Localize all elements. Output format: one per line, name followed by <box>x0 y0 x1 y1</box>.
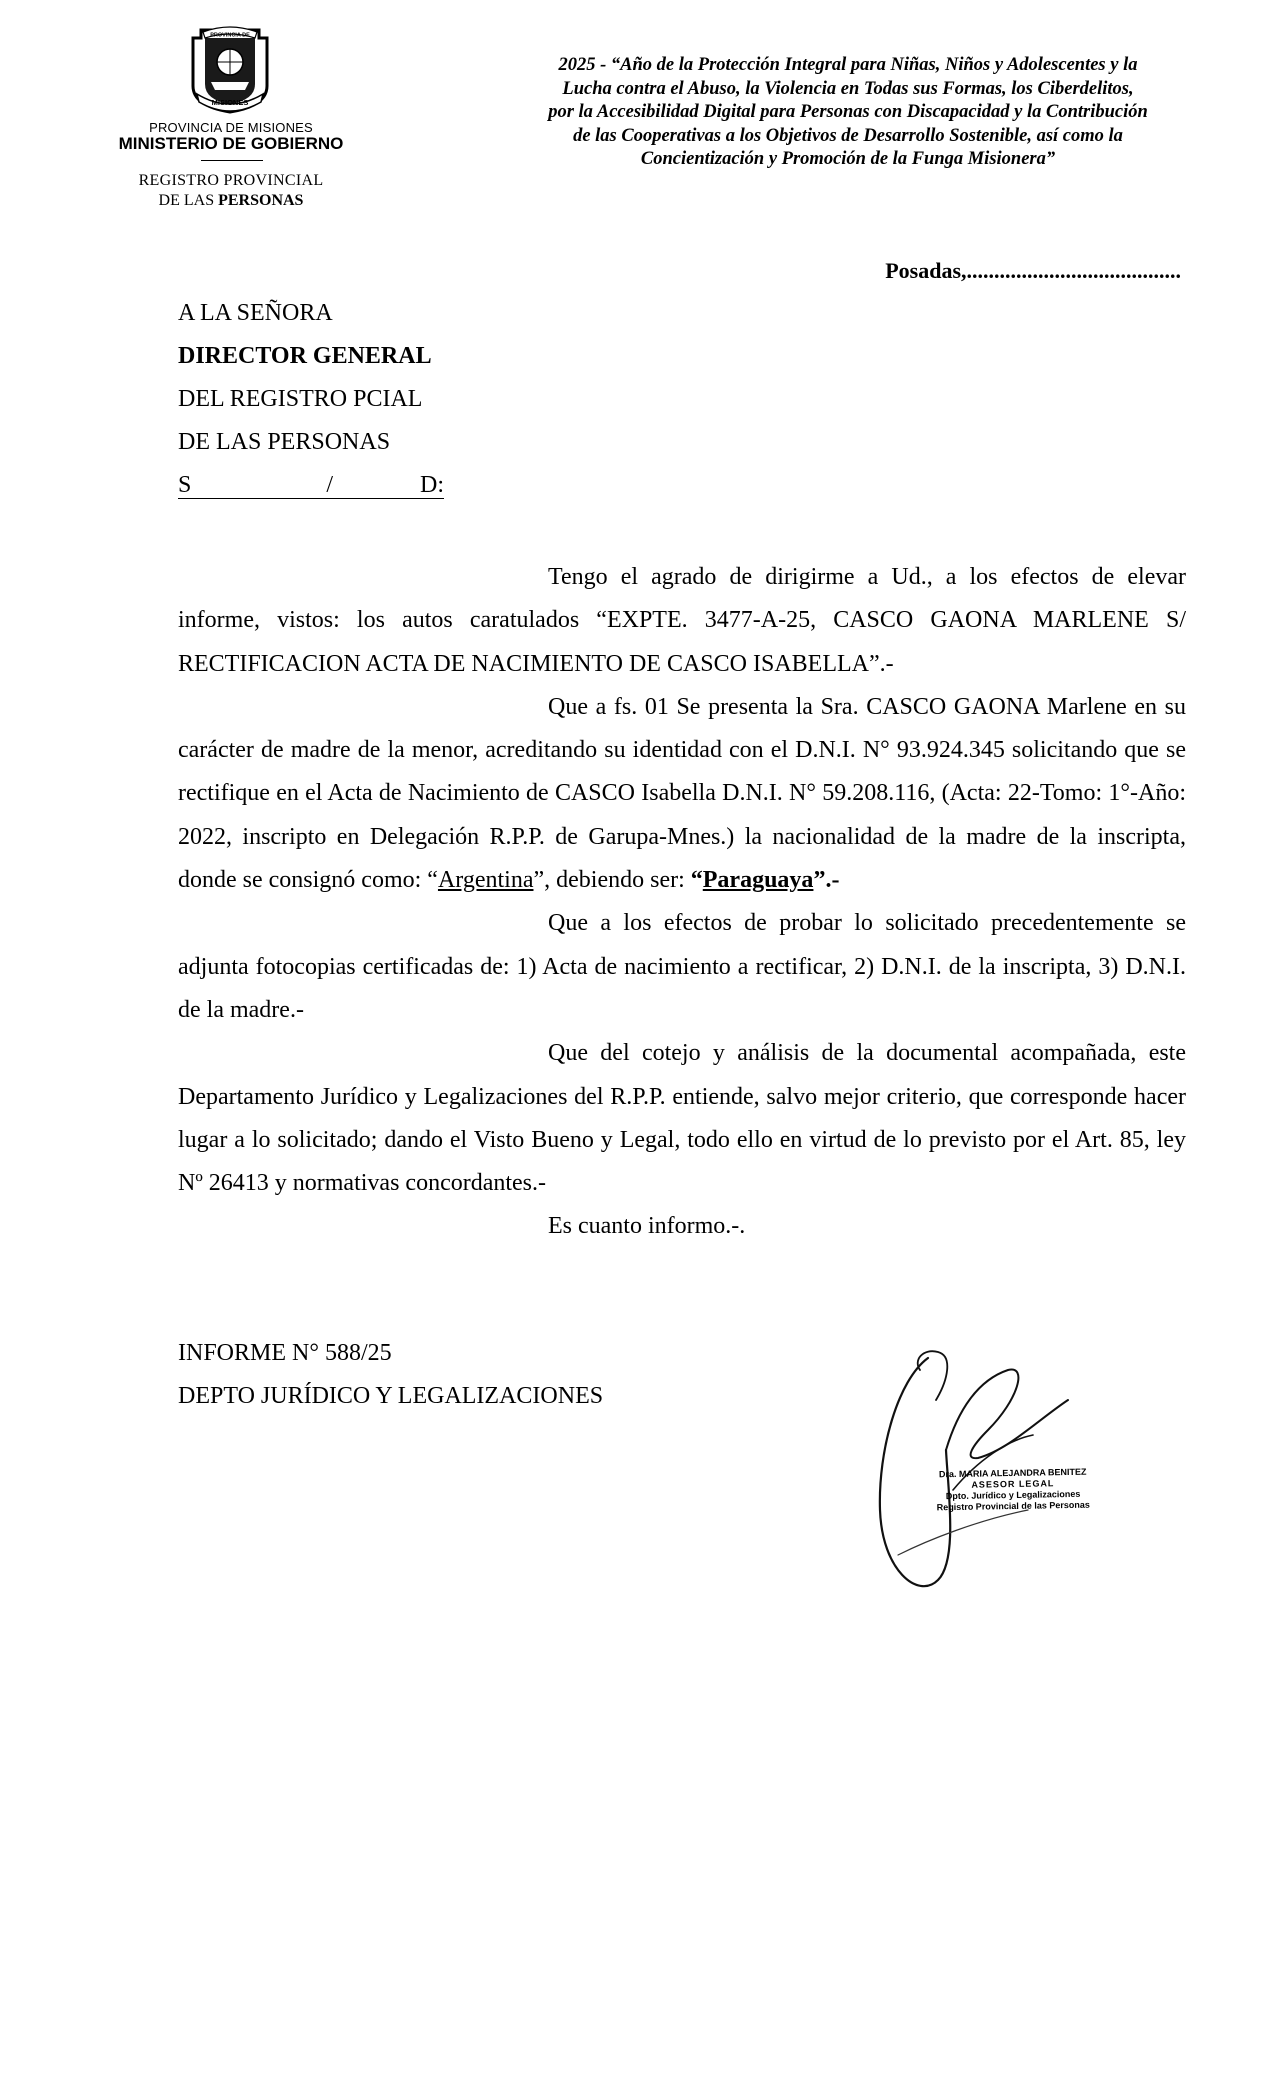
addressee-line4: DE LAS PERSONAS <box>178 429 391 455</box>
addressee-line1: A LA SEÑORA <box>178 300 333 326</box>
report-body <box>178 556 1186 1249</box>
registry-prefix: DE LAS <box>158 192 219 209</box>
motto-line: 2025 - “Año de la Protección Integral para Niñas, Niños y Adolescentes y la <box>558 55 1138 75</box>
motto-line: por la Accesibilidad Digital para Personas con Discapacidad y la Contribución <box>548 102 1148 122</box>
paragraph-attachments: Que a los efectos de probar lo solicitado precedentemente se adjunta fotocopias certificadas de: 1) Acta de nacimiento a rectificar, 2) D.N.I. de la inscripta, 3) D.N.I. de la madre.- <box>178 910 1186 1023</box>
salutation-s: S <box>178 472 192 498</box>
request-text-mid: ”, debiendo ser: <box>533 867 691 894</box>
coat-of-arms-icon <box>183 24 277 114</box>
stamp-institution: Registro Provincial de las Personas <box>936 1499 1090 1513</box>
ministry-name: MINISTERIO DE GOBIERNO <box>118 134 344 153</box>
paragraph-opinion: Que del cotejo y análisis de la documental acompañada, este Departamento Jurídico y Legalizaciones del R.P.P. entiende, salvo mejor criterio, que corresponde hacer lugar a lo solicitado; dando el Visto Bueno y Legal, todo ello en virtud de lo previsto por el Art. 85, ley Nº 26413 y normativas concordantes.- <box>178 1040 1186 1197</box>
ribbon-bottom-text: MISIONES <box>211 98 249 107</box>
addressee-line3: DEL REGISTRO PCIAL <box>178 386 423 412</box>
signature-block <box>858 1340 1088 1620</box>
stamp-role: ASESOR LEGAL <box>971 1478 1055 1490</box>
stamp-department: Dpto. Jurídico y Legalizaciones <box>945 1488 1081 1502</box>
salutation-d: D: <box>420 472 444 498</box>
paragraph-closing: Es cuanto informo.-. <box>548 1213 746 1240</box>
header-divider <box>201 160 263 161</box>
department-name: DEPTO JURÍDICO Y LEGALIZACIONES <box>178 1383 604 1409</box>
motto-line: de las Cooperativas a los Objetivos de Desarrollo Sostenible, así como la <box>573 125 1123 146</box>
stamp-name: Dra. MARIA ALEJANDRA BENITEZ <box>938 1466 1087 1480</box>
year-motto <box>478 54 1218 172</box>
request-text: Que a fs. 01 Se presenta la Sra. CASCO GAONA Marlene en su carácter de madre de la menor, acreditando su identidad con el D.N.I. N° 93.924.345 solicitando que se rectifique en el Acta de Nacimiento de CASCO Isabella D.N.I. N° 59.208.116, (Acta: 22-Tomo: 1°-Año: 2022, inscripto en Delegación R.P.P. de Garupa-Mnes.) la nacionalidad de la madre de la inscripta, donde se consignó como: “ <box>178 693 1186 894</box>
quote-close: ”.- <box>813 867 840 894</box>
registry-name-line2 <box>96 192 366 210</box>
paragraph-request <box>178 686 1186 902</box>
date-line: Posadas,....................................... <box>885 258 1181 283</box>
addressee-title: DIRECTOR GENERAL <box>178 343 432 369</box>
report-number: INFORME N° 588/25 <box>178 1340 392 1366</box>
coat-of-arms-graphic <box>183 24 277 114</box>
signature-stamp <box>918 1466 1109 1513</box>
correct-nationality: Paraguaya <box>702 867 814 894</box>
quote-open: “ <box>690 867 703 894</box>
ribbon-top-text: PROVINCIA DE <box>210 32 250 39</box>
motto-line: Concientización y Promoción de la Funga Misionera” <box>640 149 1056 169</box>
motto-line: Lucha contra el Abuso, la Violencia en Todas sus Formas, los Ciberdelitos, <box>562 78 1134 99</box>
registry-name-line1: REGISTRO PROVINCIAL <box>138 172 324 189</box>
salutation-line <box>178 472 444 499</box>
registry-bold: PERSONAS <box>218 192 304 209</box>
salutation-slash: / <box>326 472 334 498</box>
province-name: PROVINCIA DE MISIONES <box>149 120 313 135</box>
wrong-nationality: Argentina <box>437 867 534 894</box>
paragraph-intro: Tengo el agrado de dirigirme a Ud., a los efectos de elevar informe, vistos: los autos caratulados “EXPTE. 3477-A-25, CASCO GAONA MARLENE S/ RECTIFICACION ACTA DE NACIMIENTO DE CASCO ISABELLA”.- <box>178 564 1186 677</box>
